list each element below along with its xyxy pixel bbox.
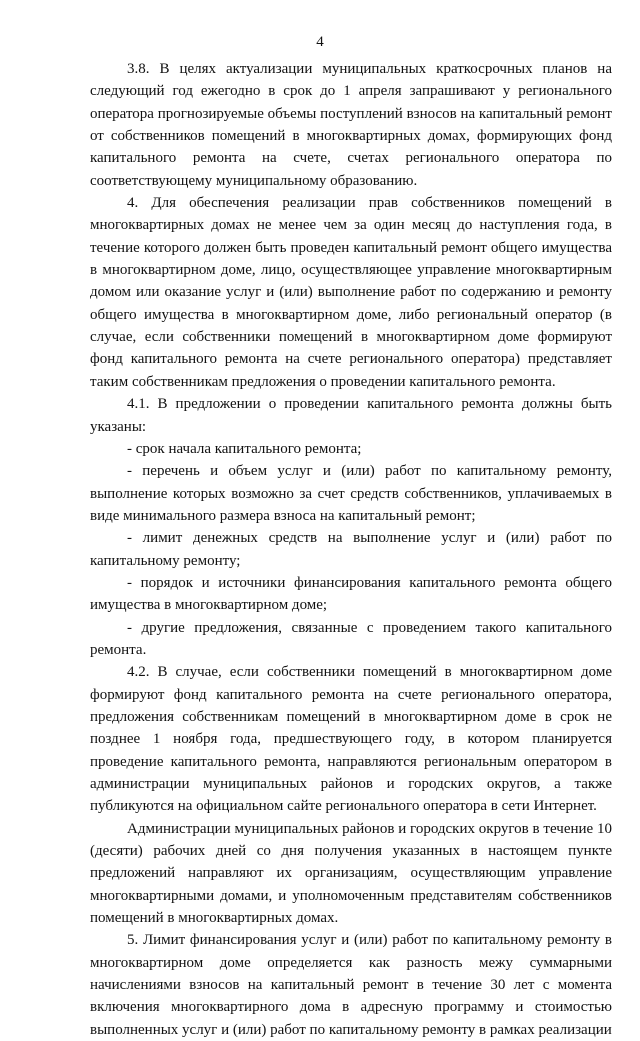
list-item-start-date: - срок начала капитального ремонта; — [127, 440, 362, 457]
list-item-financing-sources: - порядок и источники финансирования капитального ремонта общего имущества в многоквартирном доме; — [90, 574, 612, 614]
list-item-scope-of-work: - перечень и объем услуг и (или) работ по капитальному ремонту, выполнение которых возможно за счет средств собственников, уплачиваемых в виде минимального размера взноса на капитальный ремонт; — [90, 463, 612, 524]
paragraph-3-8: 3.8. В целях актуализации муниципальных краткосрочных планов на следующий год ежегодно в срок до 1 апреля запрашивают у регионального оператора прогнозируемые объемы поступлений взносов на капитальный ремонт от собственников помещений в многоквартирных домах, формирующих фонд капитального ремонта на счете, счетах регионального оператора по соответствующему муниципальному образованию. — [90, 61, 612, 189]
page-number: 4 — [316, 34, 324, 50]
paragraph-administrations: Администрации муниципальных районов и городских округов в течение 10 (десяти) рабочих дней со дня получения указанных в настоящем пункте предложений направляют их организациям, осуществляющим управление многоквартирными домами, и уполномоченным представителям собственников помещений в многоквартирных домах. — [90, 820, 612, 927]
list-item-other-proposals: - другие предложения, связанные с проведением такого капитального ремонта. — [90, 619, 612, 658]
paragraph-4-2: 4.2. В случае, если собственники помещений в многоквартирном доме формируют фонд капитального ремонта на счете регионального оператора, предложения собственникам помещений в многоквартирном доме в срок не позднее 1 ноября года, предшествующего году, в котором планируется проведение капитального ремонта, направляются региональным оператором в администрации муниципальных районов и городских округов, а также публикуются на официальном сайте регионального оператора в сети Интернет. — [90, 664, 612, 815]
paragraph-4: 4. Для обеспечения реализации прав собственников помещений в многоквартирных домах не менее чем за один месяц до наступления года, в течение которого должен быть проведен капитальный ремонт общего имущества в многоквартирном доме, лицо, осуществляющее управление многоквартирным домом или оказание услуг и (или) выполнение работ по содержанию и ремонту общего имущества в многоквартирном доме, либо региональный оператор (в случае, если собственники помещений в многоквартирном доме формируют фонд капитального ремонта на счете регионального оператора) представляет таким собственникам предложения о проведении капитального ремонта. — [90, 195, 612, 390]
list-item-funding-limit: - лимит денежных средств на выполнение услуг и (или) работ по капитальному ремонту; — [90, 530, 612, 569]
paragraph-4-1: 4.1. В предложении о проведении капитального ремонта должны быть указаны: — [90, 396, 612, 435]
document-body — [90, 58, 612, 1041]
paragraph-5: 5. Лимит финансирования услуг и (или) работ по капитальному ремонту в многоквартирном доме определяется как разность межу суммарными начислениями взносов на капитальный ремонт в течение 30 лет с момента включения многоквартирного дома в адресную программу и стоимостью выполненных услуг и (или) работ по капитальному ремонту в рамках реализации — [90, 932, 612, 1038]
